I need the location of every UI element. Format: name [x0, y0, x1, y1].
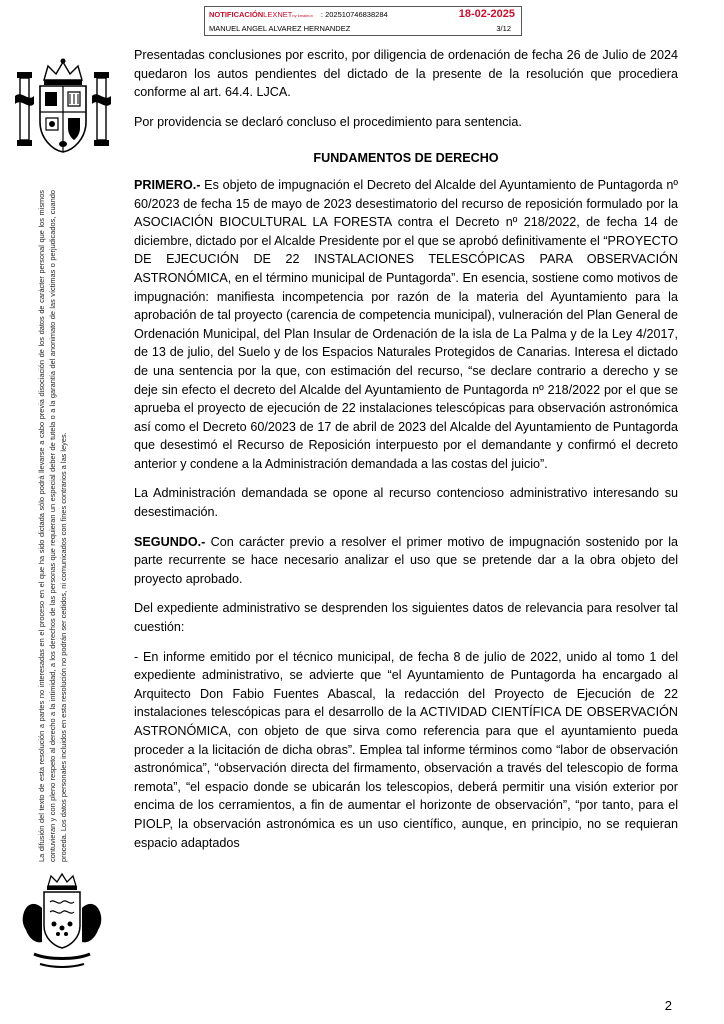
paragraph-informe: - En informe emitido por el técnico municipal, de fecha 8 de julio de 2022, unido al tomo 1 del expediente administrativo, se advierte que “el Ayuntamiento de Puntagorda ha encargado al Arquitecto Don Fabio Fuentes Abascal, la redacción del Proyecto de Ejecución de 22 instalaciones telescópicas para el desarrollo de la ACTIVIDAD CIENTÍFICA DE OBSERVACIÓN ASTRONÓMICA, con objeto de que sirva como referencia para que el ayuntamiento pueda proceder a la licitación de dicha obras”. Emplea tal informe términos como “labor de observación astronómica”, “observación directa del firmamento, observación a través del telescopio de forma remota”, “el espacio donde se ubicarán los telescopios, deberá permitir una visión exterior por encima de los cerramientos, a fin de aumentar el horizonte de observación”, “por tanto, para el PIOLP, la observación astronómica es un uso científico, aunque, en principio, no se requieran espacio adaptados — [134, 649, 678, 850]
spain-coat-of-arms-emblem — [14, 56, 112, 158]
paragraph-primero — [134, 176, 678, 474]
segundo-text: Con carácter previo a resolver el primer motivo de impugnación sostenido por la parte recurrente se hace necesario analizar el uso que se pretende dar a la obra objeto del proyecto aprobado. — [134, 534, 678, 586]
paragraph-administracion: La Administración demandada se opone al recurso contencioso administrativo interesando su desestimación. — [134, 486, 678, 520]
notification-number: : 202510746838284 — [320, 10, 388, 19]
notification-label: NOTIFICACIÓN — [209, 10, 264, 19]
lexnet-by: by kmaleon — [292, 13, 313, 18]
canarias-coat-of-arms-emblem — [20, 872, 104, 972]
privacy-notice-text: La difusión del texto de esta resolución a partes no interesadas en el proceso en el que ha sido dictada sólo podrá llevarse a cabo previa disociación de los datos de carácter personal que los mismos contuvieran y con pleno respeto al derecho a la intimidad, a los derechos de las personas que requieran un especial deber de tutela o a la garantía del anonimato de las víctimas o perjudicados, cuando proceda. Los datos personales incluidos en esta resolución no podrán ser cedidos, ni comunicados con fines contrarios a las leyes. — [37, 190, 69, 862]
page-number: 2 — [664, 998, 672, 1013]
recipient-name: MANUEL ANGEL ALVAREZ HERNANDEZ — [209, 24, 351, 33]
privacy-notice-sidebar — [36, 190, 104, 862]
paragraph-expediente: Del expediente administrativo se desprenden los siguientes datos de relevancia para resolver tal cuestión: — [134, 601, 678, 635]
primero-text: Es objeto de impugnación el Decreto del Alcalde del Ayuntamiento de Puntagorda nº 60/2023 de fecha 15 de mayo de 2023 desestimatorio del recurso de reposición formulado por la ASOCIACIÓN BIOCULTURAL LA FORESTA contra el Decreto nº 218/2022, de fecha 14 de diciembre, dictado por el Alcalde Presidente por el que se aprobó definitivamente el “PROYECTO DE EJECUCIÓN DE 22 INSTALACIONES TELESCÓPICAS PARA OBSERVACIÓN ASTRONÓMICA, en el término municipal de Puntagorda”. En esencia, sostiene como motivos de impugnación: manifiesta incompetencia por razón de la materia del Ayuntamiento para la aprobación de tal proyecto (carencia de competencia municipal), vulneración del Plan General de Ordenación Municipal, del Plan Insular de Ordenación de la isla de La Palma y de la Ley 4/2017, de 13 de julio, del Suelo y de los Espacios Naturales Protegidos de Canarias. Interesa el dictado de una sentencia por la que, con estimación del recurso, “se declare contrario a derecho y se deje sin efecto el decreto del Alcalde del Ayuntamiento de Puntagorda nº 218/2022 por el que se aprueba el proyecto de ejecución de 22 instalaciones telescópicas para observación astronómica así como el Decreto 60/2023 de 17 de abril de 2023 del Alcalde del Ayuntamiento de Puntagorda que desestimó el Recurso de Reposición interpuesto por el demandante y confirmó el decreto anterior y condene a la Administración demandada a las costas del juicio”. — [134, 177, 678, 471]
primero-label: PRIMERO.- — [134, 177, 201, 192]
notification-row-1 — [209, 9, 519, 21]
notification-row-2 — [209, 23, 519, 35]
paragraph-segundo — [134, 533, 678, 589]
segundo-label: SEGUNDO.- — [134, 534, 206, 549]
lexnet-label: LEXNET — [263, 10, 293, 19]
notification-date: 18-02-2025 — [458, 8, 515, 20]
document-body — [134, 46, 678, 863]
section-heading: FUNDAMENTOS DE DERECHO — [313, 151, 499, 166]
paragraph-conclusions: Presentadas conclusiones por escrito, por diligencia de ordenación de fecha 26 de Julio de 2024 quedaron los autos pendientes del dictado de la presente de la resolución que procediera conforme al art. 64.4. LJCA. — [134, 48, 678, 100]
notification-header — [204, 6, 522, 36]
notification-page: 3/12 — [496, 24, 511, 33]
paragraph-providencia: Por providencia se declaró concluso el procedimiento para sentencia. — [134, 114, 522, 129]
